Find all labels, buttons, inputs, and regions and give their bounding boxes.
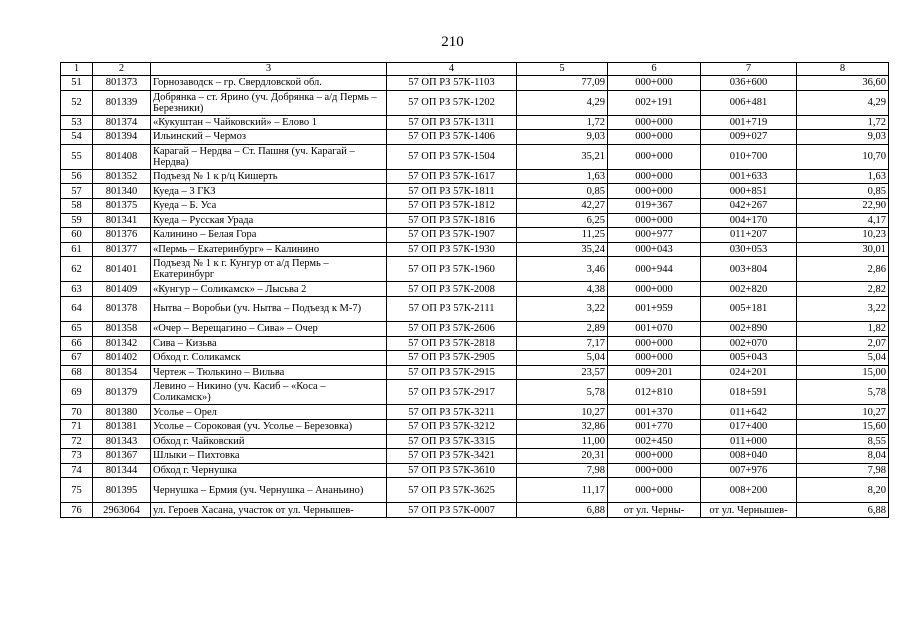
row-number-cell: 53 — [61, 115, 93, 130]
table-row — [61, 478, 889, 503]
start-km-cell: 000+000 — [608, 130, 701, 145]
row-number-cell: 73 — [61, 449, 93, 464]
section-length-cell: 1,63 — [797, 169, 889, 184]
table-row — [61, 282, 889, 297]
road-id-cell: 801401 — [93, 257, 151, 282]
row-number-cell: 56 — [61, 169, 93, 184]
total-length-cell: 23,57 — [517, 365, 608, 380]
row-number-cell: 70 — [61, 405, 93, 420]
total-length-cell: 5,04 — [517, 351, 608, 366]
section-length-cell: 2,07 — [797, 336, 889, 351]
section-length-cell: 7,98 — [797, 463, 889, 478]
road-id-cell: 801340 — [93, 184, 151, 199]
end-km-cell: 003+804 — [701, 257, 797, 282]
road-id-cell: 801381 — [93, 419, 151, 434]
header-cell: 6 — [608, 63, 701, 76]
road-code-cell: 57 ОП РЗ 57К-1811 — [387, 184, 517, 199]
section-length-cell: 15,00 — [797, 365, 889, 380]
start-km-cell: 000+000 — [608, 184, 701, 199]
road-code-cell: 57 ОП РЗ 57К-3212 — [387, 419, 517, 434]
road-id-cell: 801343 — [93, 434, 151, 449]
road-code-cell: 57 ОП РЗ 57К-0007 — [387, 503, 517, 518]
page-number: 210 — [441, 34, 464, 50]
row-number-cell: 67 — [61, 351, 93, 366]
road-name-cell: Добрянка – ст. Ярино (уч. Добрянка – а/д Пермь – Березники) — [151, 90, 387, 115]
table-row — [61, 449, 889, 464]
road-code-cell: 57 ОП РЗ 57К-2917 — [387, 380, 517, 405]
header-cell: 1 — [61, 63, 93, 76]
road-name-cell: Обход г. Соликамск — [151, 351, 387, 366]
road-name-cell: Подъезд № 1 к г. Кунгур от а/д Пермь – Екатеринбург — [151, 257, 387, 282]
row-number-cell: 60 — [61, 228, 93, 243]
end-km-cell: от ул. Чернышев- — [701, 503, 797, 518]
table-row — [61, 321, 889, 336]
start-km-cell: 000+000 — [608, 449, 701, 464]
section-length-cell: 1,72 — [797, 115, 889, 130]
road-name-cell: Подъезд № 1 к р/ц Кишерть — [151, 169, 387, 184]
road-id-cell: 801394 — [93, 130, 151, 145]
road-id-cell: 801377 — [93, 242, 151, 257]
table-row — [61, 242, 889, 257]
end-km-cell: 002+820 — [701, 282, 797, 297]
road-code-cell: 57 ОП РЗ 57К-3211 — [387, 405, 517, 420]
table-row — [61, 296, 889, 321]
start-km-cell: 002+450 — [608, 434, 701, 449]
road-name-cell: Усолье – Орел — [151, 405, 387, 420]
end-km-cell: 002+070 — [701, 336, 797, 351]
road-code-cell: 57 ОП РЗ 57К-3610 — [387, 463, 517, 478]
road-name-cell: Левино – Никино (уч. Касиб – «Коса – Соликамск») — [151, 380, 387, 405]
road-code-cell: 57 ОП РЗ 57К-1960 — [387, 257, 517, 282]
road-name-cell: Усолье – Сороковая (уч. Усолье – Березовка) — [151, 419, 387, 434]
section-length-cell: 15,60 — [797, 419, 889, 434]
start-km-cell: 000+944 — [608, 257, 701, 282]
end-km-cell: 002+890 — [701, 321, 797, 336]
table-row — [61, 257, 889, 282]
table-row — [61, 198, 889, 213]
end-km-cell: 011+207 — [701, 228, 797, 243]
road-code-cell: 57 ОП РЗ 57К-1907 — [387, 228, 517, 243]
header-cell: 2 — [93, 63, 151, 76]
road-id-cell: 801339 — [93, 90, 151, 115]
header-cell: 3 — [151, 63, 387, 76]
row-number-cell: 62 — [61, 257, 93, 282]
road-code-cell: 57 ОП РЗ 57К-2818 — [387, 336, 517, 351]
road-id-cell: 801378 — [93, 296, 151, 321]
section-length-cell: 4,29 — [797, 90, 889, 115]
road-name-cell: Сива – Кизьва — [151, 336, 387, 351]
row-number-cell: 69 — [61, 380, 93, 405]
row-number-cell: 52 — [61, 90, 93, 115]
road-code-cell: 57 ОП РЗ 57К-2905 — [387, 351, 517, 366]
road-id-cell: 801367 — [93, 449, 151, 464]
total-length-cell: 11,25 — [517, 228, 608, 243]
road-code-cell: 57 ОП РЗ 57К-3625 — [387, 478, 517, 503]
end-km-cell: 017+400 — [701, 419, 797, 434]
road-id-cell: 801354 — [93, 365, 151, 380]
row-number-cell: 58 — [61, 198, 93, 213]
road-id-cell: 801344 — [93, 463, 151, 478]
start-km-cell: 000+000 — [608, 76, 701, 91]
end-km-cell: 001+633 — [701, 169, 797, 184]
total-length-cell: 7,98 — [517, 463, 608, 478]
road-name-cell: Шлыки – Пихтовка — [151, 449, 387, 464]
total-length-cell: 9,03 — [517, 130, 608, 145]
start-km-cell: 019+367 — [608, 198, 701, 213]
start-km-cell: 001+959 — [608, 296, 701, 321]
road-id-cell: 801341 — [93, 213, 151, 228]
total-length-cell: 32,86 — [517, 419, 608, 434]
road-code-cell: 57 ОП РЗ 57К-1816 — [387, 213, 517, 228]
row-number-cell: 57 — [61, 184, 93, 199]
start-km-cell: 000+000 — [608, 115, 701, 130]
road-id-cell: 801380 — [93, 405, 151, 420]
road-code-cell: 57 ОП РЗ 57К-2111 — [387, 296, 517, 321]
table-row — [61, 90, 889, 115]
row-number-cell: 51 — [61, 76, 93, 91]
start-km-cell: 000+000 — [608, 463, 701, 478]
total-length-cell: 35,24 — [517, 242, 608, 257]
road-name-cell: Калинино – Белая Гора — [151, 228, 387, 243]
start-km-cell: 001+770 — [608, 419, 701, 434]
header-cell: 7 — [701, 63, 797, 76]
road-code-cell: 57 ОП РЗ 57К-2606 — [387, 321, 517, 336]
road-name-cell: «Кунгур – Соликамск» – Лысьва 2 — [151, 282, 387, 297]
road-code-cell: 57 ОП РЗ 57К-2008 — [387, 282, 517, 297]
start-km-cell: 002+191 — [608, 90, 701, 115]
road-code-cell: 57 ОП РЗ 57К-1617 — [387, 169, 517, 184]
road-name-cell: «Очер – Верещагино – Сива» – Очер — [151, 321, 387, 336]
end-km-cell: 018+591 — [701, 380, 797, 405]
road-code-cell: 57 ОП РЗ 57К-3421 — [387, 449, 517, 464]
road-id-cell: 801376 — [93, 228, 151, 243]
row-number-cell: 55 — [61, 144, 93, 169]
road-code-cell: 57 ОП РЗ 57К-1504 — [387, 144, 517, 169]
section-length-cell: 10,70 — [797, 144, 889, 169]
start-km-cell: от ул. Черны- — [608, 503, 701, 518]
row-number-cell: 64 — [61, 296, 93, 321]
total-length-cell: 4,29 — [517, 90, 608, 115]
road-name-cell: «Кукуштан – Чайковский» – Елово 1 — [151, 115, 387, 130]
start-km-cell: 000+000 — [608, 213, 701, 228]
end-km-cell: 007+976 — [701, 463, 797, 478]
section-length-cell: 5,78 — [797, 380, 889, 405]
row-number-cell: 65 — [61, 321, 93, 336]
section-length-cell: 0,85 — [797, 184, 889, 199]
road-id-cell: 801342 — [93, 336, 151, 351]
end-km-cell: 042+267 — [701, 198, 797, 213]
row-number-cell: 71 — [61, 419, 93, 434]
table-row — [61, 184, 889, 199]
road-name-cell: Чернушка – Ермия (уч. Чернушка – Ананьино) — [151, 478, 387, 503]
row-number-cell: 66 — [61, 336, 93, 351]
end-km-cell: 005+043 — [701, 351, 797, 366]
total-length-cell: 77,09 — [517, 76, 608, 91]
road-name-cell: Обход г. Чернушка — [151, 463, 387, 478]
table-row — [61, 351, 889, 366]
road-code-cell: 57 ОП РЗ 57К-3315 — [387, 434, 517, 449]
road-id-cell: 801352 — [93, 169, 151, 184]
total-length-cell: 10,27 — [517, 405, 608, 420]
road-code-cell: 57 ОП РЗ 57К-1202 — [387, 90, 517, 115]
end-km-cell: 008+200 — [701, 478, 797, 503]
row-number-cell: 61 — [61, 242, 93, 257]
end-km-cell: 004+170 — [701, 213, 797, 228]
road-code-cell: 57 ОП РЗ 57К-1103 — [387, 76, 517, 91]
total-length-cell: 6,25 — [517, 213, 608, 228]
section-length-cell: 4,17 — [797, 213, 889, 228]
road-name-cell: «Пермь – Екатеринбург» – Калинино — [151, 242, 387, 257]
table-row — [61, 405, 889, 420]
table-row — [61, 115, 889, 130]
section-length-cell: 22,90 — [797, 198, 889, 213]
section-length-cell: 3,22 — [797, 296, 889, 321]
table-row — [61, 228, 889, 243]
total-length-cell: 11,00 — [517, 434, 608, 449]
table-row — [61, 380, 889, 405]
section-length-cell: 9,03 — [797, 130, 889, 145]
start-km-cell: 000+043 — [608, 242, 701, 257]
road-name-cell: ул. Героев Хасана, участок от ул. Чернышев- — [151, 503, 387, 518]
total-length-cell: 4,38 — [517, 282, 608, 297]
start-km-cell: 000+000 — [608, 478, 701, 503]
end-km-cell: 009+027 — [701, 130, 797, 145]
road-code-cell: 57 ОП РЗ 57К-1812 — [387, 198, 517, 213]
section-length-cell: 30,01 — [797, 242, 889, 257]
total-length-cell: 42,27 — [517, 198, 608, 213]
table-row — [61, 76, 889, 91]
start-km-cell: 000+977 — [608, 228, 701, 243]
total-length-cell: 20,31 — [517, 449, 608, 464]
road-name-cell: Ильинский – Чермоз — [151, 130, 387, 145]
road-name-cell: Чертеж – Тюлькино – Вильва — [151, 365, 387, 380]
section-length-cell: 1,82 — [797, 321, 889, 336]
end-km-cell: 006+481 — [701, 90, 797, 115]
road-id-cell: 2963064 — [93, 503, 151, 518]
start-km-cell: 000+000 — [608, 169, 701, 184]
road-name-cell: Карагай – Нердва – Ст. Пашня (уч. Карагай – Нердва) — [151, 144, 387, 169]
section-length-cell: 5,04 — [797, 351, 889, 366]
total-length-cell: 11,17 — [517, 478, 608, 503]
end-km-cell: 011+642 — [701, 405, 797, 420]
total-length-cell: 0,85 — [517, 184, 608, 199]
road-name-cell: Горнозаводск – гр. Свердловской обл. — [151, 76, 387, 91]
section-length-cell: 8,55 — [797, 434, 889, 449]
end-km-cell: 000+851 — [701, 184, 797, 199]
total-length-cell: 6,88 — [517, 503, 608, 518]
road-id-cell: 801373 — [93, 76, 151, 91]
table-row — [61, 169, 889, 184]
start-km-cell: 009+201 — [608, 365, 701, 380]
road-id-cell: 801358 — [93, 321, 151, 336]
end-km-cell: 011+000 — [701, 434, 797, 449]
start-km-cell: 000+000 — [608, 144, 701, 169]
road-id-cell: 801395 — [93, 478, 151, 503]
road-code-cell: 57 ОП РЗ 57К-1930 — [387, 242, 517, 257]
row-number-cell: 74 — [61, 463, 93, 478]
end-km-cell: 024+201 — [701, 365, 797, 380]
table-row — [61, 144, 889, 169]
road-id-cell: 801408 — [93, 144, 151, 169]
table-body — [61, 63, 889, 518]
row-number-cell: 68 — [61, 365, 93, 380]
table-row — [61, 130, 889, 145]
end-km-cell: 008+040 — [701, 449, 797, 464]
road-id-cell: 801375 — [93, 198, 151, 213]
row-number-cell: 63 — [61, 282, 93, 297]
road-id-cell: 801374 — [93, 115, 151, 130]
road-code-cell: 57 ОП РЗ 57К-2915 — [387, 365, 517, 380]
section-length-cell: 6,88 — [797, 503, 889, 518]
road-name-cell: Куеда – Б. Уса — [151, 198, 387, 213]
end-km-cell: 010+700 — [701, 144, 797, 169]
header-row — [61, 63, 889, 76]
total-length-cell: 7,17 — [517, 336, 608, 351]
table-row — [61, 419, 889, 434]
table-row — [61, 336, 889, 351]
start-km-cell: 000+000 — [608, 282, 701, 297]
header-cell: 5 — [517, 63, 608, 76]
start-km-cell: 001+370 — [608, 405, 701, 420]
road-id-cell: 801379 — [93, 380, 151, 405]
table-row — [61, 463, 889, 478]
table-row — [61, 213, 889, 228]
road-name-cell: Куеда – Русская Урада — [151, 213, 387, 228]
section-length-cell: 10,23 — [797, 228, 889, 243]
start-km-cell: 000+000 — [608, 351, 701, 366]
end-km-cell: 001+719 — [701, 115, 797, 130]
section-length-cell: 10,27 — [797, 405, 889, 420]
road-code-cell: 57 ОП РЗ 57К-1311 — [387, 115, 517, 130]
road-code-cell: 57 ОП РЗ 57К-1406 — [387, 130, 517, 145]
road-name-cell: Куеда – 3 ГКЗ — [151, 184, 387, 199]
end-km-cell: 036+600 — [701, 76, 797, 91]
section-length-cell: 2,82 — [797, 282, 889, 297]
total-length-cell: 3,22 — [517, 296, 608, 321]
end-km-cell: 005+181 — [701, 296, 797, 321]
total-length-cell: 2,89 — [517, 321, 608, 336]
header-cell: 4 — [387, 63, 517, 76]
section-length-cell: 8,04 — [797, 449, 889, 464]
start-km-cell: 000+000 — [608, 336, 701, 351]
section-length-cell: 2,86 — [797, 257, 889, 282]
start-km-cell: 012+810 — [608, 380, 701, 405]
row-number-cell: 72 — [61, 434, 93, 449]
road-id-cell: 801402 — [93, 351, 151, 366]
row-number-cell: 54 — [61, 130, 93, 145]
total-length-cell: 1,72 — [517, 115, 608, 130]
table-row — [61, 365, 889, 380]
row-number-cell: 59 — [61, 213, 93, 228]
roads-table — [60, 62, 889, 518]
section-length-cell: 8,20 — [797, 478, 889, 503]
table-row — [61, 503, 889, 518]
total-length-cell: 1,63 — [517, 169, 608, 184]
total-length-cell: 35,21 — [517, 144, 608, 169]
road-name-cell: Обход г. Чайковский — [151, 434, 387, 449]
road-name-cell: Нытва – Воробьи (уч. Нытва – Подъезд к М-7) — [151, 296, 387, 321]
road-id-cell: 801409 — [93, 282, 151, 297]
section-length-cell: 36,60 — [797, 76, 889, 91]
row-number-cell: 75 — [61, 478, 93, 503]
row-number-cell: 76 — [61, 503, 93, 518]
start-km-cell: 001+070 — [608, 321, 701, 336]
header-cell: 8 — [797, 63, 889, 76]
total-length-cell: 5,78 — [517, 380, 608, 405]
end-km-cell: 030+053 — [701, 242, 797, 257]
total-length-cell: 3,46 — [517, 257, 608, 282]
table-row — [61, 434, 889, 449]
